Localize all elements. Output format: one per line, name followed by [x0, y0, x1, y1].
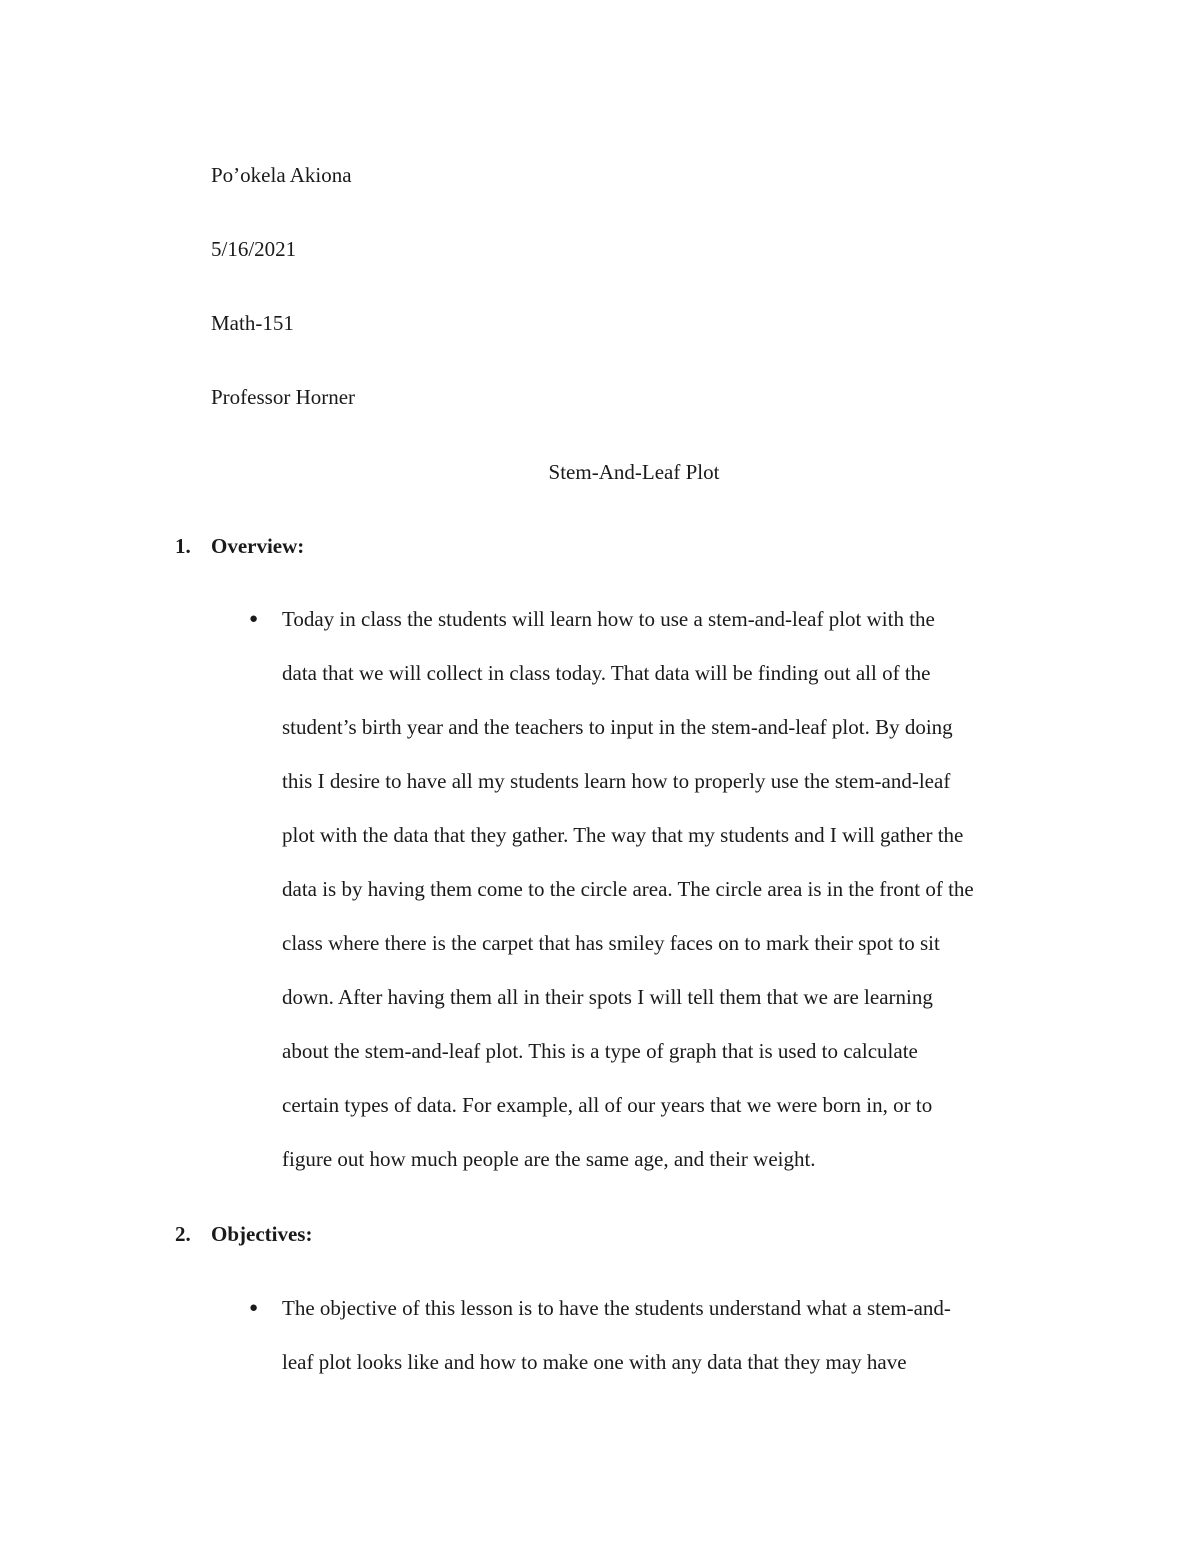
objectives-bullet — [249, 1294, 1069, 1402]
section-number: 1. — [175, 534, 191, 558]
paragraph-line: plot with the data that they gather. The way that my students and I will gather the — [282, 823, 964, 847]
overview-bullet — [249, 605, 1069, 1199]
objectives-paragraph — [282, 1294, 1069, 1402]
course-name: Math-151 — [211, 311, 294, 335]
overview-paragraph — [282, 605, 1069, 1199]
paragraph-line: certain types of data. For example, all of our years that we were born in, or to — [282, 1093, 933, 1117]
section-heading-objectives — [175, 1220, 312, 1248]
bullet-icon: ● — [249, 611, 259, 627]
document-title: Stem-And-Leaf Plot — [548, 460, 720, 484]
instructor-name: Professor Horner — [211, 385, 356, 409]
paragraph-line: The objective of this lesson is to have the students understand what a stem-and- — [282, 1296, 951, 1320]
paragraph-line: down. After having them all in their spots I will tell them that we are learning — [282, 985, 933, 1009]
section-heading-text: Objectives: — [211, 1222, 313, 1246]
paragraph-line: about the stem-and-leaf plot. This is a type of graph that is used to calculate — [282, 1039, 918, 1063]
date: 5/16/2021 — [211, 237, 297, 261]
paragraph-line: data that we will collect in class today. That data will be finding out all of the — [282, 661, 931, 685]
bullet-icon: ● — [249, 1300, 259, 1316]
paragraph-line: data is by having them come to the circle area. The circle area is in the front of the — [282, 877, 974, 901]
paragraph-line: Today in class the students will learn how to use a stem-and-leaf plot with the — [282, 607, 935, 631]
paragraph-line: figure out how much people are the same age, and their weight. — [282, 1147, 816, 1171]
section-heading-overview — [175, 532, 304, 560]
paragraph-line: class where there is the carpet that has smiley faces on to mark their spot to sit — [282, 931, 940, 955]
author-name: Po’okela Akiona — [211, 163, 352, 187]
paragraph-line: student’s birth year and the teachers to input in the stem-and-leaf plot. By doing — [282, 715, 953, 739]
paragraph-line: this I desire to have all my students learn how to properly use the stem-and-leaf — [282, 769, 951, 793]
paragraph-line: leaf plot looks like and how to make one with any data that they may have — [282, 1350, 907, 1374]
section-number: 2. — [175, 1222, 191, 1246]
section-heading-text: Overview: — [211, 534, 305, 558]
